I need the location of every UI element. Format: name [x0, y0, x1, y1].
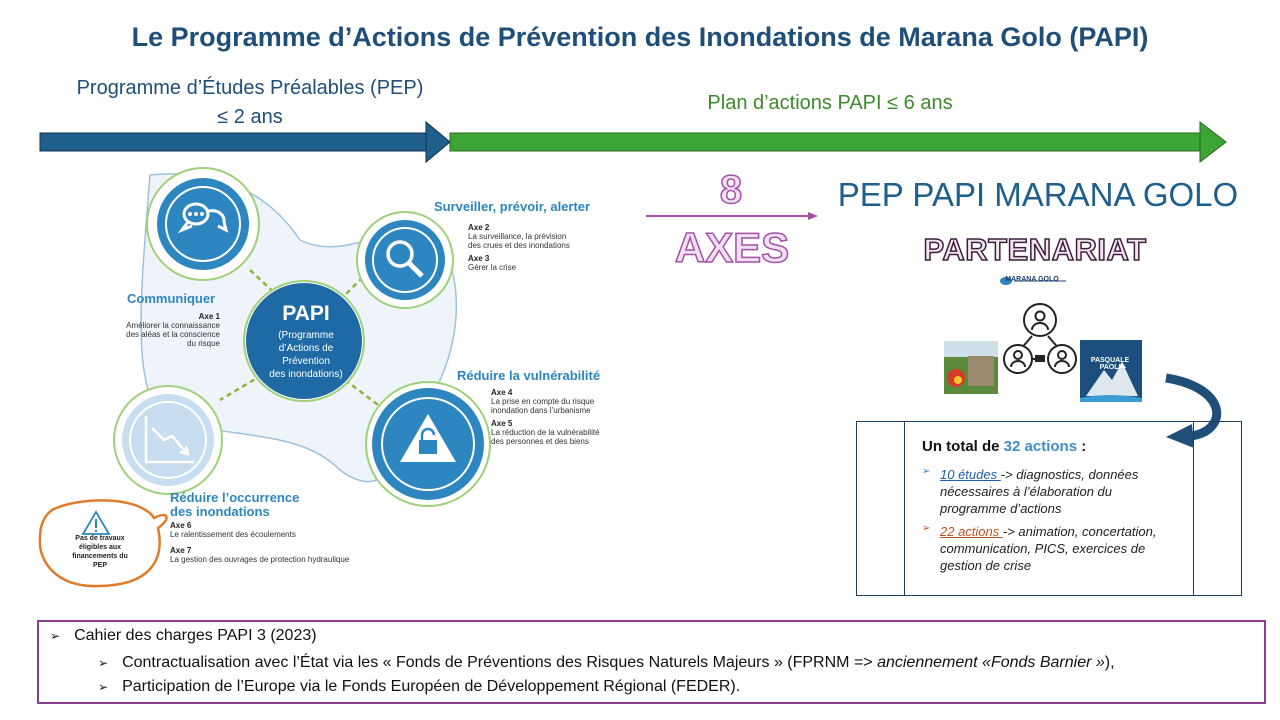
axis-title: Communiquer [127, 291, 216, 306]
axis-text-line: Gérer la crise [468, 263, 517, 272]
axis-text-line: des aléas et la conscience [126, 330, 220, 339]
arrow-bullet-icon: ➢ [98, 680, 109, 694]
arrow-bullet-icon: ➢ [922, 523, 931, 534]
footer-sub-item [98, 678, 740, 696]
papi-timeline-label: Plan d’actions PAPI ≤ 6 ans [707, 92, 953, 114]
subtitle-line: des inondations) [269, 369, 343, 380]
axis-text-line: du risque [187, 339, 220, 348]
list-item-text [940, 466, 1174, 517]
warning-line: financements du [72, 553, 128, 560]
subtitle-line: (Programme [278, 330, 334, 341]
axis-text-line: La prise en compte du risque [491, 397, 595, 406]
page-title: Le Programme d’Actions de Prévention des Inondations de Marana Golo (PAPI) [131, 22, 1149, 52]
footer-sub1-italic: anciennement «Fonds Barnier » [877, 654, 1105, 671]
axes-count-label: AXES [674, 224, 790, 271]
pep-label-line2: ≤ 2 ans [217, 106, 283, 128]
castagniccia-logo [944, 341, 998, 400]
axis-vulnerabilite [457, 368, 600, 383]
axis-title: Réduire la vulnérabilité [457, 368, 601, 383]
axis-1-block [110, 312, 220, 348]
etudes-description: -> diagnostics, données nécessaires à l’élaboration du programme d’actions [940, 467, 1139, 516]
axis-title-line: Réduire l’occurrence [170, 490, 300, 505]
axis-title-line: des inondations [170, 504, 270, 519]
arrow-bullet-icon: ➢ [98, 656, 109, 670]
warning-line: PEP [92, 562, 107, 569]
footer-sub2-text: Participation de l’Europe via le Fonds Européen de Développement Régional (FEDER). [122, 678, 741, 695]
axes-arrow [646, 212, 818, 220]
axis-number: Axe 6 [170, 521, 192, 530]
papi-center-title: PAPI [282, 302, 330, 325]
footer-sub1-pre: Contractualisation avec l’État via les « Fonds de Préventions des Risques Naturels Majeurs » (FPRNM => [122, 654, 878, 671]
total-count: 32 actions [1003, 438, 1078, 455]
pep-arrow [40, 122, 450, 162]
warning-line: éligibles aux [78, 544, 122, 551]
pep-label-line1: Programme d’Études Préalables (PEP) [76, 77, 424, 99]
pep-papi-heading: PEP PAPI MARANA GOLO [837, 176, 1239, 213]
axis-number: Axe 3 [468, 254, 490, 263]
axis-text-line: des crues et des inondations [468, 241, 570, 250]
axis-text-line: des personnes et des biens [491, 437, 589, 446]
axis-2-3-block [468, 223, 570, 272]
axis-occurrence [170, 491, 299, 519]
communiquer-circle [147, 168, 259, 280]
total-suffix: : [1077, 438, 1087, 455]
actions-total [922, 438, 1086, 455]
axis-6-7-block [170, 521, 349, 564]
marana-golo-logo-caption: MARANA GOLO [1005, 276, 1059, 283]
subtitle-line: d’Actions de [278, 343, 334, 354]
footer-main-text: Cahier des charges PAPI 3 (2023) [74, 627, 317, 644]
list-item-text [940, 523, 1174, 574]
actions-description: -> animation, concertation, communication, PICS, exercices de gestion de crise [940, 524, 1157, 573]
list-item [922, 466, 1174, 517]
axis-text-line: Améliorer la connaissance [126, 321, 220, 330]
warning-line: Pas de travaux [75, 535, 125, 542]
axis-text-line: La gestion des ouvrages de protection hydraulique [170, 555, 350, 564]
axis-text-line: La réduction de la vulnérabilité [491, 428, 600, 437]
axis-surveiller [434, 199, 590, 214]
actions-list [922, 466, 1174, 574]
axis-text-line: Le ralentissement des écoulements [170, 530, 296, 539]
papi-center-text [252, 302, 360, 381]
footer-sub1-post: ), [1104, 654, 1115, 671]
papi-center-subtitle [252, 329, 360, 381]
axis-number: Axe 5 [491, 419, 513, 428]
warning-text [60, 534, 140, 570]
surveiller-circle [357, 212, 453, 308]
axis-communiquer [127, 291, 215, 306]
axes-count-number: 8 [719, 168, 743, 212]
footer-main-item [50, 627, 317, 645]
axis-title: Surveiller, prévoir, alerter [434, 199, 591, 214]
axis-number: Axe 7 [170, 546, 192, 555]
arrow-bullet-icon: ➢ [50, 629, 61, 643]
arrow-bullet-icon: ➢ [922, 466, 931, 477]
footer-sub-item [98, 654, 1115, 672]
axis-number: Axe 4 [491, 388, 513, 397]
papi-arrow [450, 122, 1226, 162]
axis-number: Axe 1 [198, 312, 220, 321]
axis-text-line: inondation dans l’urbanisme [491, 406, 591, 415]
pasquale-paoli-logo [1080, 340, 1142, 402]
axis-4-5-block [491, 388, 600, 446]
subtitle-line: Prévention [282, 356, 330, 367]
occurrence-circle [114, 386, 222, 494]
pasquale-paoli-label: PASQUALE PAOLI [1090, 357, 1130, 371]
partenariat-heading: PARTENARIAT [923, 232, 1147, 267]
total-prefix: Un total de [922, 438, 1000, 455]
axis-text-line: La surveillance, la prévision [468, 232, 567, 241]
etudes-link[interactable]: 10 études [940, 467, 1001, 482]
list-item [922, 523, 1174, 574]
actions-link[interactable]: 22 actions [940, 524, 1003, 539]
partnership-network-icon [1004, 304, 1076, 373]
axis-number: Axe 2 [468, 223, 490, 232]
